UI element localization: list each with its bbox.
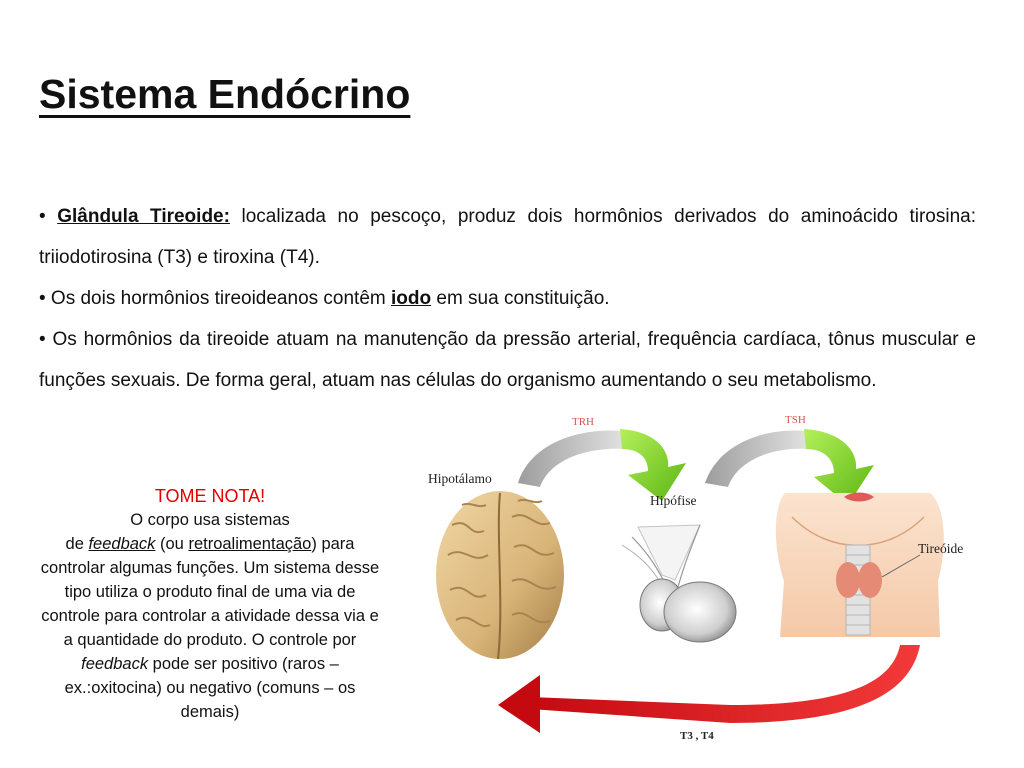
note-end: pode ser positivo (raros – ex.:oxitocina) ou negativo (comuns – os demais) — [64, 655, 356, 721]
note-box — [40, 484, 380, 724]
note-de: de — [65, 535, 89, 553]
iodine-text-before: Os dois hormônios tireoideanos contêm — [45, 288, 391, 309]
trh-arrow — [518, 429, 686, 501]
pituitary-image — [622, 525, 736, 642]
t3t4-label: T3 , T4 — [680, 730, 714, 742]
iodine-text-after: em sua constituição. — [431, 288, 610, 309]
paragraph-hormone-action — [39, 319, 976, 401]
hipotalamo-label: Hipotálamo — [428, 471, 492, 486]
bullet: • — [39, 329, 46, 350]
note-feedback-term: feedback — [88, 535, 156, 553]
note-retro-term: retroalimentação — [188, 535, 312, 553]
brain-image — [436, 491, 564, 659]
tsh-label: TSH — [785, 414, 806, 426]
tireoide-label: Tireóide — [918, 541, 964, 556]
page-title: Sistema Endócrino — [39, 71, 411, 117]
paragraph-iodine — [39, 278, 976, 319]
neck-image — [776, 493, 944, 638]
note-heading: TOME NOTA! — [154, 486, 266, 506]
bullet: • — [39, 206, 46, 227]
note-ou: (ou — [155, 535, 189, 553]
hormone-action-text: Os hormônios da tireoide atuam na manutenção da pressão arterial, frequência cardíaca, tônus muscular e funções sexuais. De forma geral, atuam nas células do organismo aumentando o seu metabolismo. — [39, 329, 976, 391]
note-feedback-term-2: feedback — [81, 655, 149, 673]
note-rest: para controlar algumas funções. Um sistema desse tipo utiliza o produto final de uma via de controle para controlar a atividade dessa via e a quantidade do produto. O controle por — [40, 535, 380, 649]
hipofise-label: Hipófise — [650, 493, 697, 508]
iodine-emphasis: iodo — [391, 288, 432, 309]
bullet: • — [39, 288, 46, 309]
feedback-diagram — [400, 405, 990, 760]
trh-label: TRH — [572, 416, 594, 428]
feedback-arrow — [498, 645, 920, 733]
thyroid-label: Glândula Tireoide: — [57, 206, 230, 227]
diagram-svg — [400, 405, 990, 755]
thyroid-description: localizada no pescoço, produz dois hormônios derivados do aminoácido tirosina: triiodotirosina (T3) e tiroxina (T4). — [39, 206, 977, 268]
paragraph-thyroid — [39, 196, 976, 278]
note-line1: O corpo usa sistemas — [130, 511, 290, 529]
content-body — [39, 196, 976, 401]
note-close: ) — [311, 535, 317, 553]
